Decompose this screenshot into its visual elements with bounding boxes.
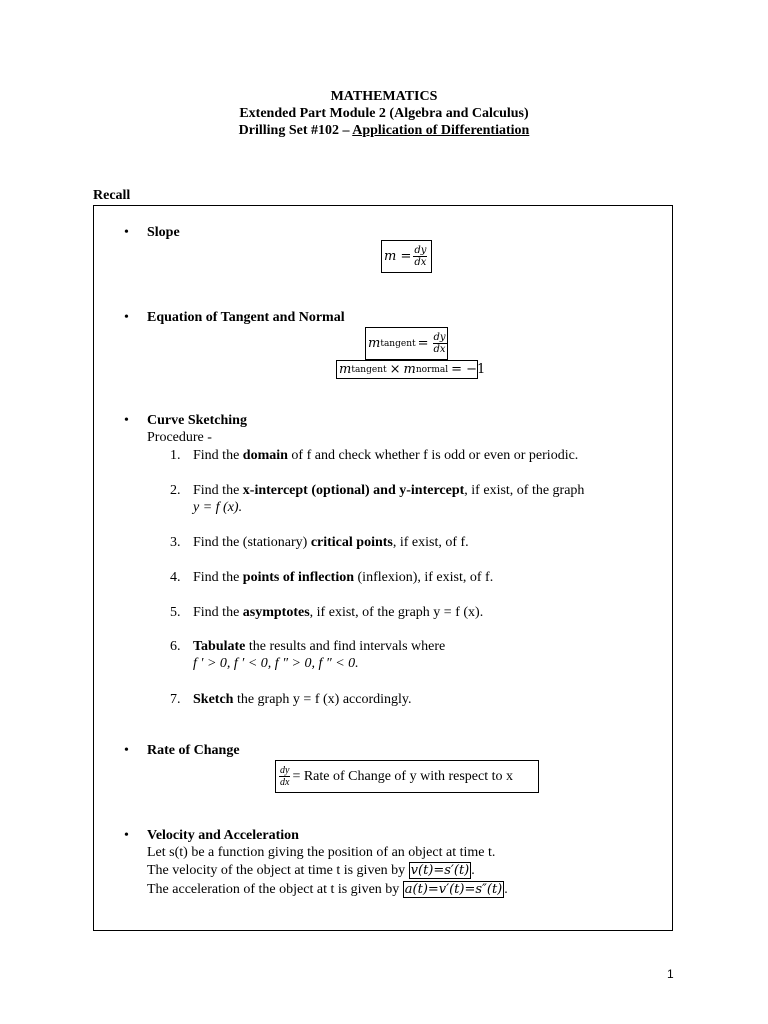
doc-set-title [0,122,768,139]
slope-fraction [413,245,427,268]
step-number: 1. [170,448,181,463]
doc-subtitle: Extended Part Module 2 (Algebra and Calculus) [239,106,529,121]
bullet-icon: • [124,828,129,843]
step-2-line2: y = f (x). [193,500,243,515]
perp-sub2: normal [415,364,449,375]
velocity-line1: Let s(t) be a function giving the position of an object at time t. [147,845,496,860]
bullet-icon: • [124,743,129,758]
slope-frac-num: dy [414,245,427,256]
rate-formula-box [275,760,539,793]
perpendicular-box [336,360,486,379]
step-number: 4. [170,570,181,585]
step-4-text: Find the points of inflection (inflexion), if exist, of f. [193,570,494,585]
step-1-text: Find the domain of f and check whether f is odd or even or periodic. [193,448,579,463]
slope-lhs: m = [384,249,412,264]
slope-title: Slope [147,225,180,240]
tangent-fraction [433,332,447,355]
rate-fraction [279,765,290,788]
velocity-formula-box: v(t)=s′(t) [410,863,470,878]
page-number: 1 [667,967,674,981]
velocity-line2: The velocity of the object at time t is given by v(t)=s′(t) . [147,863,475,878]
bullet-icon: • [124,225,129,240]
bullet-icon: • [124,413,129,428]
perp-m2: m [403,362,416,377]
perp-sub1: tangent [351,364,387,375]
tangent-eq: = [417,336,429,351]
perp-times: × [389,362,401,377]
tangent-slope-box [365,327,448,360]
step-6-text: Tabulate the results and find intervals where [193,639,446,654]
slope-formula-box [381,240,432,273]
step-number: 7. [170,692,181,707]
doc-title: MATHEMATICS [330,89,438,104]
velocity-title: Velocity and Acceleration [147,828,299,843]
curve-sketching-title: Curve Sketching [147,413,247,428]
step-7-text: Sketch the graph y = f (x) accordingly. [193,692,412,707]
perp-m1: m [339,362,352,377]
acceleration-formula-box: a(t)=v′(t)=s″(t) [404,882,503,897]
velocity-line3: The acceleration of the object at t is given by a(t)=v′(t)=s″(t) . [147,882,508,897]
step-6-line2: f ′ > 0, f ′ < 0, f ″ > 0, f ″ < 0. [193,656,359,671]
rate-rhs: = Rate of Change of y with respect to x [292,768,514,784]
procedure-label: Procedure - [147,430,212,445]
step-3-text: Find the (stationary) critical points, if exist, of f. [193,535,469,550]
step-number: 6. [170,639,181,654]
set-title-topic: Application of Differentiation [352,123,530,138]
bullet-icon: • [124,310,129,325]
rate-of-change-title: Rate of Change [147,743,240,758]
tangent-frac-num: dy [433,332,446,343]
rate-frac-num: dy [280,765,290,776]
recall-label: Recall [93,188,131,203]
step-5-text: Find the asymptotes, if exist, of the graph y = f (x). [193,605,484,620]
tangent-sub: tangent [380,338,416,349]
tangent-frac-den: dx [433,344,446,355]
step-2-text: Find the x-intercept (optional) and y-intercept, if exist, of the graph [193,483,585,498]
step-number: 3. [170,535,181,550]
set-title-prefix: Drilling Set #102 – [238,123,353,138]
tangent-normal-title: Equation of Tangent and Normal [147,310,345,325]
tangent-m: m [368,336,381,351]
rate-frac-den: dx [280,777,290,788]
step-number: 2. [170,483,181,498]
step-number: 5. [170,605,181,620]
perp-rhs: = −1 [451,362,486,377]
slope-frac-den: dx [414,257,427,268]
